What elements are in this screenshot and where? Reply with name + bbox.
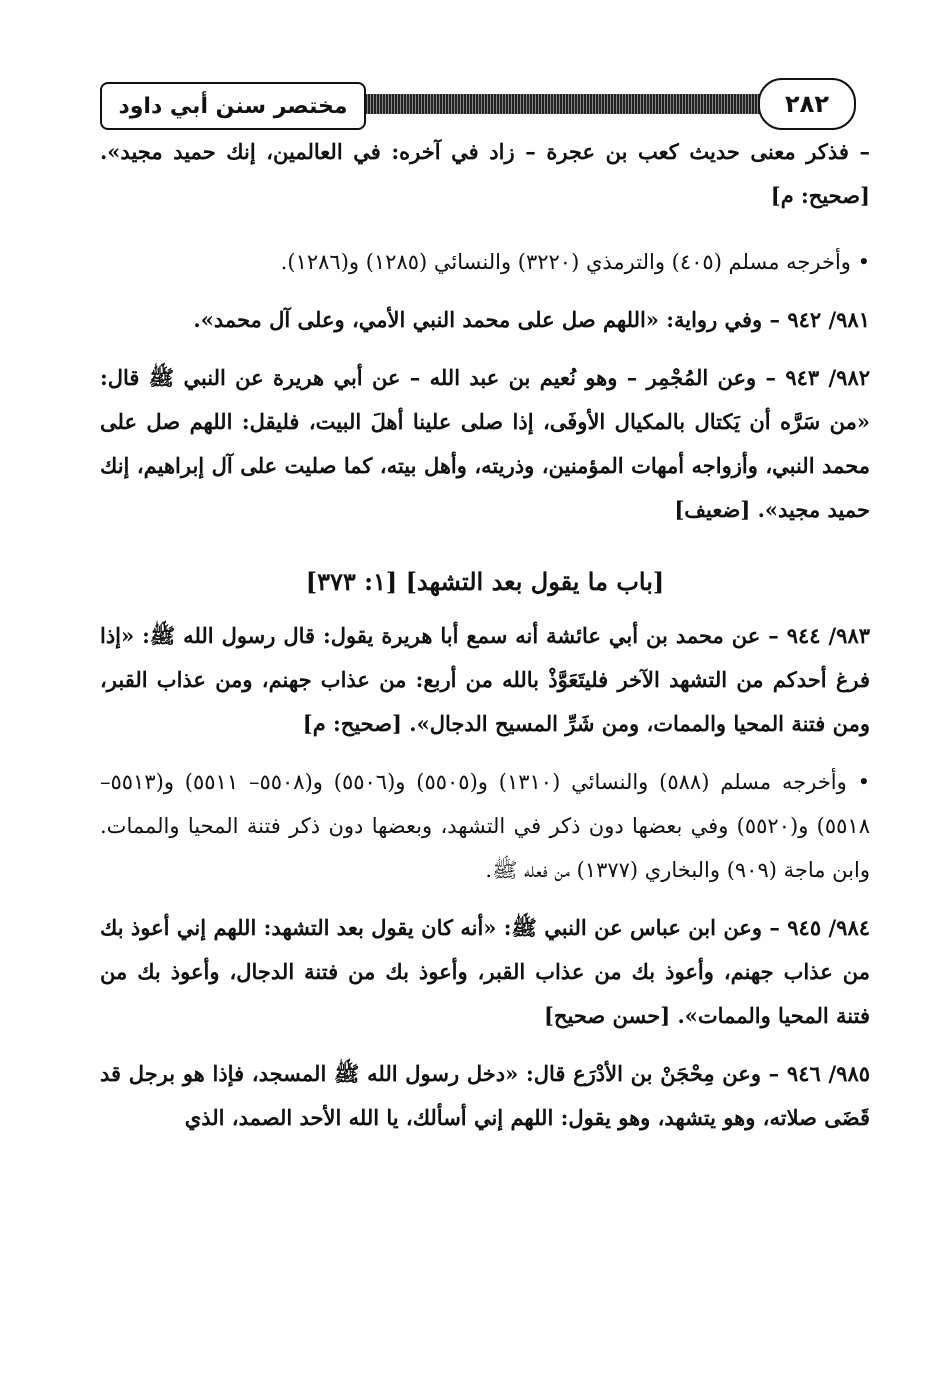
book-title: مختصر سنن أبي داود — [118, 93, 348, 119]
hadith-983 — [100, 614, 870, 746]
hadith-number: ٩٨٣/ ٩٤٤ — [786, 623, 871, 648]
hadith-text: – وعن ابن عباس عن النبي ﷺ: «أنه كان يقول بعد التشهد: اللهم إني أعوذ بك من عذاب جهنم، وأعوذ بك من عذاب القبر، وأعوذ بك من فتنة الدجال، وأعوذ بك من فتنة المحيا والممات». [حسن صحيح] — [100, 915, 870, 1028]
hadith-982 — [100, 356, 870, 532]
page-number: ٢٨٢ — [785, 90, 829, 118]
paragraph-continuation: – فذكر معنى حديث كعب بن عجرة – زاد في آخره: في العالمين، إنك حميد مجيد». [صحيح: م] — [100, 139, 870, 208]
hadith-number: ٩٨٥/ ٩٤٦ — [786, 1061, 871, 1086]
hadith-981 — [100, 298, 870, 342]
hadith-number: ٩٨١/ ٩٤٢ — [787, 307, 870, 332]
header-decorative-stripe — [350, 94, 770, 114]
hadith-text: – عن محمد بن أبي عائشة أنه سمع أبا هريرة يقول: قال رسول الله ﷺ: «إذا فرغ أحدكم من التشهد الآخر فليتَعَوَّذْ بالله من أربع: من عذاب جهنم، ومن عذاب القبر، ومن فتنة المحيا والممات، ومن شَرِّ المسيح الدجال». [صحيح: م] — [100, 623, 870, 736]
page-number-badge — [758, 78, 856, 130]
page-header — [100, 78, 860, 130]
hadith-984 — [100, 906, 870, 1038]
hadith-985 — [100, 1052, 870, 1140]
hadith-text: – وعن المُجْمِر – وهو نُعيم بن عبد الله – عن أبي هريرة عن النبي ﷺ قال: «من سَرَّه أن يَكتال بالمكيال الأوفَى، إذا صلى علينا أهلَ البيت، فليقل: اللهم صل على محمد النبي، وأزواجه أمهات المؤمنين، وذريته، وأهل بيته، كما صليت على آل إبراهيم، إنك حميد مجيد». [ضعيف] — [100, 365, 870, 522]
chapter-heading: [باب ما يقول بعد التشهد] [١: ٣٧٣] — [305, 567, 665, 596]
page-body — [100, 130, 870, 1140]
hadith-text: – وفي رواية: «اللهم صل على محمد النبي الأمي، وعلى آل محمد». — [193, 307, 788, 332]
hadith-number: ٩٨٤/ ٩٤٥ — [787, 915, 871, 940]
hadith-text: – وعن مِحْجَنْ بن الأدْرَع قال: «دخل رسول الله ﷺ المسجد، فإذا هو برجل قد قَضَى صلاته، وهو يتشهد، وهو يقول: اللهم إني أسألك، يا الله الأحد الصمد، الذي — [100, 1061, 870, 1130]
takhrij-note: • وأخرجه مسلم (٥٨٨) والنسائي (١٣١٠) و(٥٥٠٥) و(٥٥٠٦) و(٥٥٠٨– ٥٥١١) و(٥٥١٣– ٥٥١٨) و(٥٥٢٠) وفي بعضها دون ذكر في التشهد، وبعضها دون ذكر فتنة المحيا والممات. وابن ماجة (٩٠٩) والبخاري (١٣٧٧) من فعله ﷺ. — [100, 770, 871, 882]
book-title-box — [100, 82, 366, 130]
takhrij-note: • وأخرجه مسلم (٤٠٥) والترمذي (٣٢٢٠) والنسائي (١٢٨٥) و(١٢٨٦). — [280, 250, 870, 274]
hadith-number: ٩٨٢/ ٩٤٣ — [785, 365, 871, 390]
